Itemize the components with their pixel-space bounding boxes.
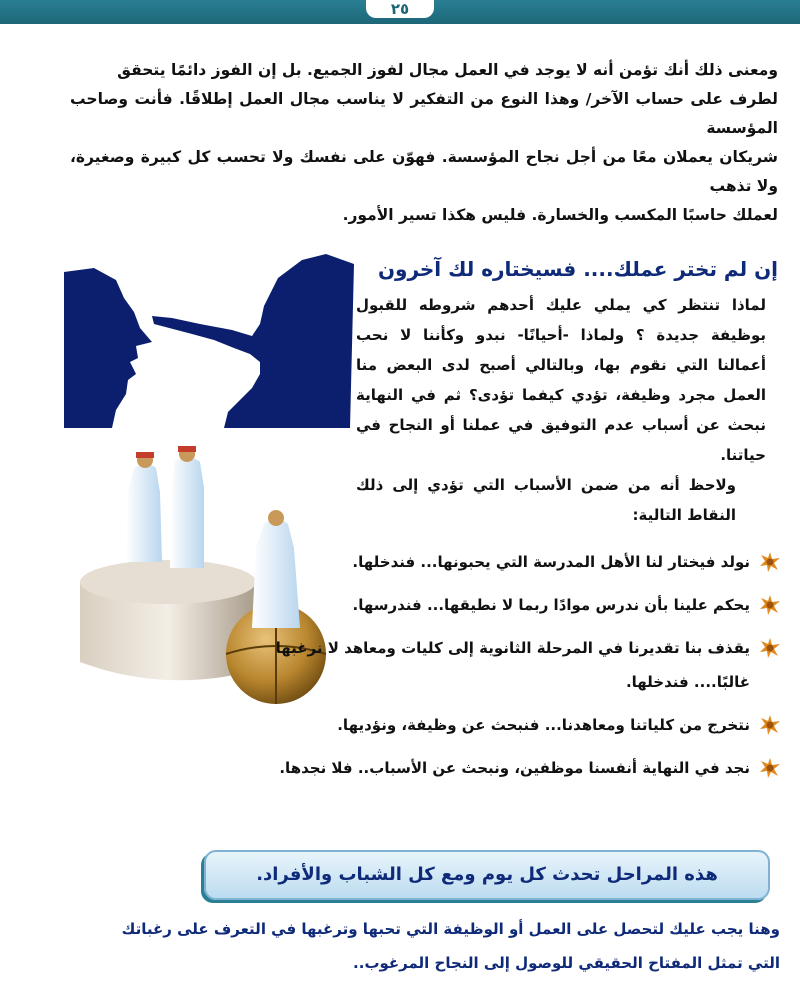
bullet-text: نتخرج من كلياتنا ومعاهدنا... فنبحث عن وظيفة، ونؤديها. [337, 716, 750, 734]
intro-line: شريكان يعملان معًا من أجل نجاح المؤسسة. فهوّن على نفسك ولا تحسب كل كبيرة وصغيرة، ولا تذهب [70, 148, 778, 195]
closing-line: التي تمثل المفتاح الحقيقي للوصول إلى النجاح المرغوب.. [353, 954, 780, 972]
intro-line: لعملك حاسبًا المكسب والخسارة. فليس هكذا تسير الأمور. [342, 206, 778, 224]
page-number: ٢٥ [366, 0, 434, 18]
section-paragraph: لماذا تنتظر كي يملي عليك أحدهم شروطه للقبول بوظيفة جديدة ؟ ولماذا -أحيانًا- نبدو وكأننا لا نحب أعمالنا التي نقوم بها، وبالتالي أصبح لدى البعض منا العمل مجرد وظيفة، تؤدي كيفما تؤدى؟ ثم في النهاية نبحث عن أسباب عدم التوفيق في عملنا أو النجاح في حياتنا. [356, 296, 766, 464]
intro-paragraph [70, 56, 778, 230]
sunburst-bullet-icon [760, 595, 780, 615]
intro-line: لطرف على حساب الآخر/ وهذا النوع من التفكير لا يناسب مجال العمل إطلاقًا. فأنت وصاحب المؤسسة [70, 90, 778, 137]
section-lead-in: ولاحظ أنه من ضمن الأسباب التي تؤدي إلى ذلك النقاط التالية: [356, 476, 736, 524]
list-item [268, 588, 780, 622]
bullet-text: نجد في النهاية أنفسنا موظفين، ونبحث عن الأسباب.. فلا نجدها. [279, 759, 750, 777]
list-item [268, 708, 780, 742]
callout-box: هذه المراحل تحدث كل يوم ومع كل الشباب والأفراد. [204, 850, 770, 900]
intro-line: ومعنى ذلك أنك تؤمن أنه لا يوجد في العمل مجال لفوز الجميع. بل إن الفوز دائمًا يتحقق [117, 61, 778, 79]
bullet-text: يقذف بنا تقديرنا في المرحلة الثانوية إلى كليات ومعاهد لا نرغبها غالبًا.... فندخلها. [275, 639, 750, 691]
sunburst-bullet-icon [760, 758, 780, 778]
sunburst-bullet-icon [760, 715, 780, 735]
closing-line: وهنا يجب عليك لتحصل على العمل أو الوظيفة التي تحبها وترغبها في التعرف على رغباتك [121, 920, 780, 938]
bullet-list [268, 545, 780, 794]
bullet-text: نولد فيختار لنا الأهل المدرسة التي يحبونها... فندخلها. [352, 553, 750, 571]
closing-paragraph [40, 912, 780, 980]
bullet-text: يحكم علينا بأن ندرس موادًا ربما لا نطيقها... فندرسها. [352, 596, 750, 614]
silhouette-pointing-icon [64, 250, 354, 430]
top-banner [0, 0, 800, 24]
list-item [268, 751, 780, 785]
section-body [356, 290, 766, 530]
sunburst-bullet-icon [760, 638, 780, 658]
list-item [268, 545, 780, 579]
section-heading: إن لم تختر عملك.... فسيختاره لك آخرون [377, 257, 778, 281]
list-item [268, 631, 780, 699]
sunburst-bullet-icon [760, 552, 780, 572]
